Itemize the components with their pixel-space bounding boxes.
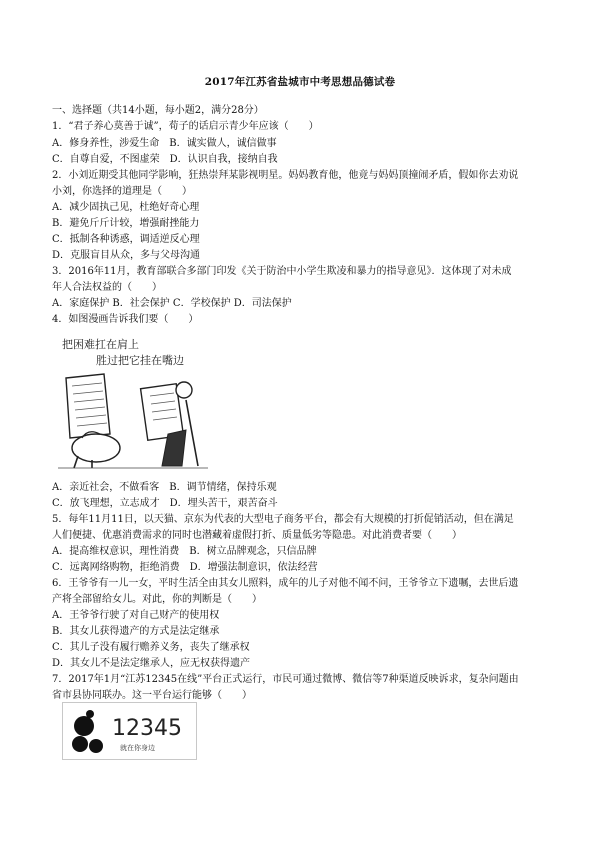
question-2-cont: 小刘，你选择的道理是（ ） xyxy=(52,186,192,197)
q2-option-a: A．减少固执己见，杜绝好奇心理 xyxy=(52,202,200,213)
question-5: 5．每年11月11日，以天猫、京东为代表的大型电子商务平台，都会有大规模的打折促销活动，但在满足 xyxy=(52,514,514,525)
q4-options-cd: C．放飞理想，立志成才 D．埋头苦干，艰苦奋斗 xyxy=(52,498,278,509)
hotline-logo-image xyxy=(62,702,197,760)
q6-option-a: A．王爷爷行驶了对自己财产的使用权 xyxy=(52,610,220,621)
question-7-cont: 省市县协同联办。这一平台运行能够（ ） xyxy=(52,690,252,701)
question-5-cont: 人们便捷、优惠消费需求的同时也潜藏着虚假打折、质量低劣等隐患。对此消费者要（ ） xyxy=(52,530,462,541)
question-4: 4．如图漫画告诉我们要（ ） xyxy=(52,314,199,325)
exam-title: 2017年江苏省盐城市中考思想品德试卷 xyxy=(204,76,396,88)
question-3-cont: 年人合法权益的（ ） xyxy=(52,282,162,293)
q6-option-d: D．其女儿不是法定继承人，应无权获得遗产 xyxy=(52,658,251,669)
cartoon-image xyxy=(58,330,208,470)
q2-option-b: B．避免斤斤计较，增强耐挫能力 xyxy=(52,218,200,229)
question-2: 2．小刘近期受其他同学影响，狂热崇拜某影视明星。妈妈教育他，他竟与妈妈顶撞闹矛盾，假如你去劝说 xyxy=(52,170,519,181)
section-heading: 一、选择题（共14小题，每小题2，满分28分） xyxy=(52,105,264,116)
q6-option-b: B．其女儿获得遗产的方式是法定继承 xyxy=(52,626,220,637)
question-6: 6．王爷爷有一儿一女，平时生活全由其女儿照料，成年的儿子对他不闻不问，王爷爷立下遗嘱，去世后遗 xyxy=(52,578,519,589)
question-1: 1．“君子养心莫善于诚”，荀子的话启示青少年应该（ ） xyxy=(52,121,319,132)
q2-option-c: C．抵制各种诱惑，调适逆反心理 xyxy=(52,234,200,245)
cartoon-caption-1: 把困难扛在肩上 xyxy=(62,338,139,351)
question-6-cont: 产将全部留给女儿。对此，你的判断是（ ） xyxy=(52,594,262,605)
logo-slogan: 就在你身边 xyxy=(120,744,155,752)
q3-options: A．家庭保护 B．社会保护 C．学校保护 D．司法保护 xyxy=(52,298,292,309)
q4-options-ab: A．亲近社会，不做看客 B．调节情绪，保持乐观 xyxy=(52,482,277,493)
q5-options-ab: A．提高维权意识，理性消费 B．树立品牌观念，只信品牌 xyxy=(52,546,317,557)
logo-number: 12345 xyxy=(112,716,182,741)
q1-options-cd: C．自尊自爱，不图虚荣 D．认识自我，接纳自我 xyxy=(52,154,278,165)
q6-option-c: C．其儿子没有履行赡养义务，丧失了继承权 xyxy=(52,642,250,653)
q2-option-d: D．克服盲目从众，多与父母沟通 xyxy=(52,250,201,261)
cartoon-caption-2: 胜过把它挂在嘴边 xyxy=(96,354,184,367)
question-7: 7．2017年1月“江苏12345在线”平台正式运行，市民可通过微博、微信等7种渠道反映诉求，复杂问题由 xyxy=(52,674,519,685)
q1-options-ab: A．修身养性，涉爱生命 B．诚实做人，诚信做事 xyxy=(52,138,277,149)
left-sign-icon xyxy=(66,374,110,438)
q5-options-cd: C．远离网络购物，拒绝消费 D．增强法制意识，依法经营 xyxy=(52,562,318,573)
question-3: 3．2016年11月，教育部联合多部门印发《关于防治中小学生欺凌和暴力的指导意见》．这体现了对未成 xyxy=(52,266,512,277)
